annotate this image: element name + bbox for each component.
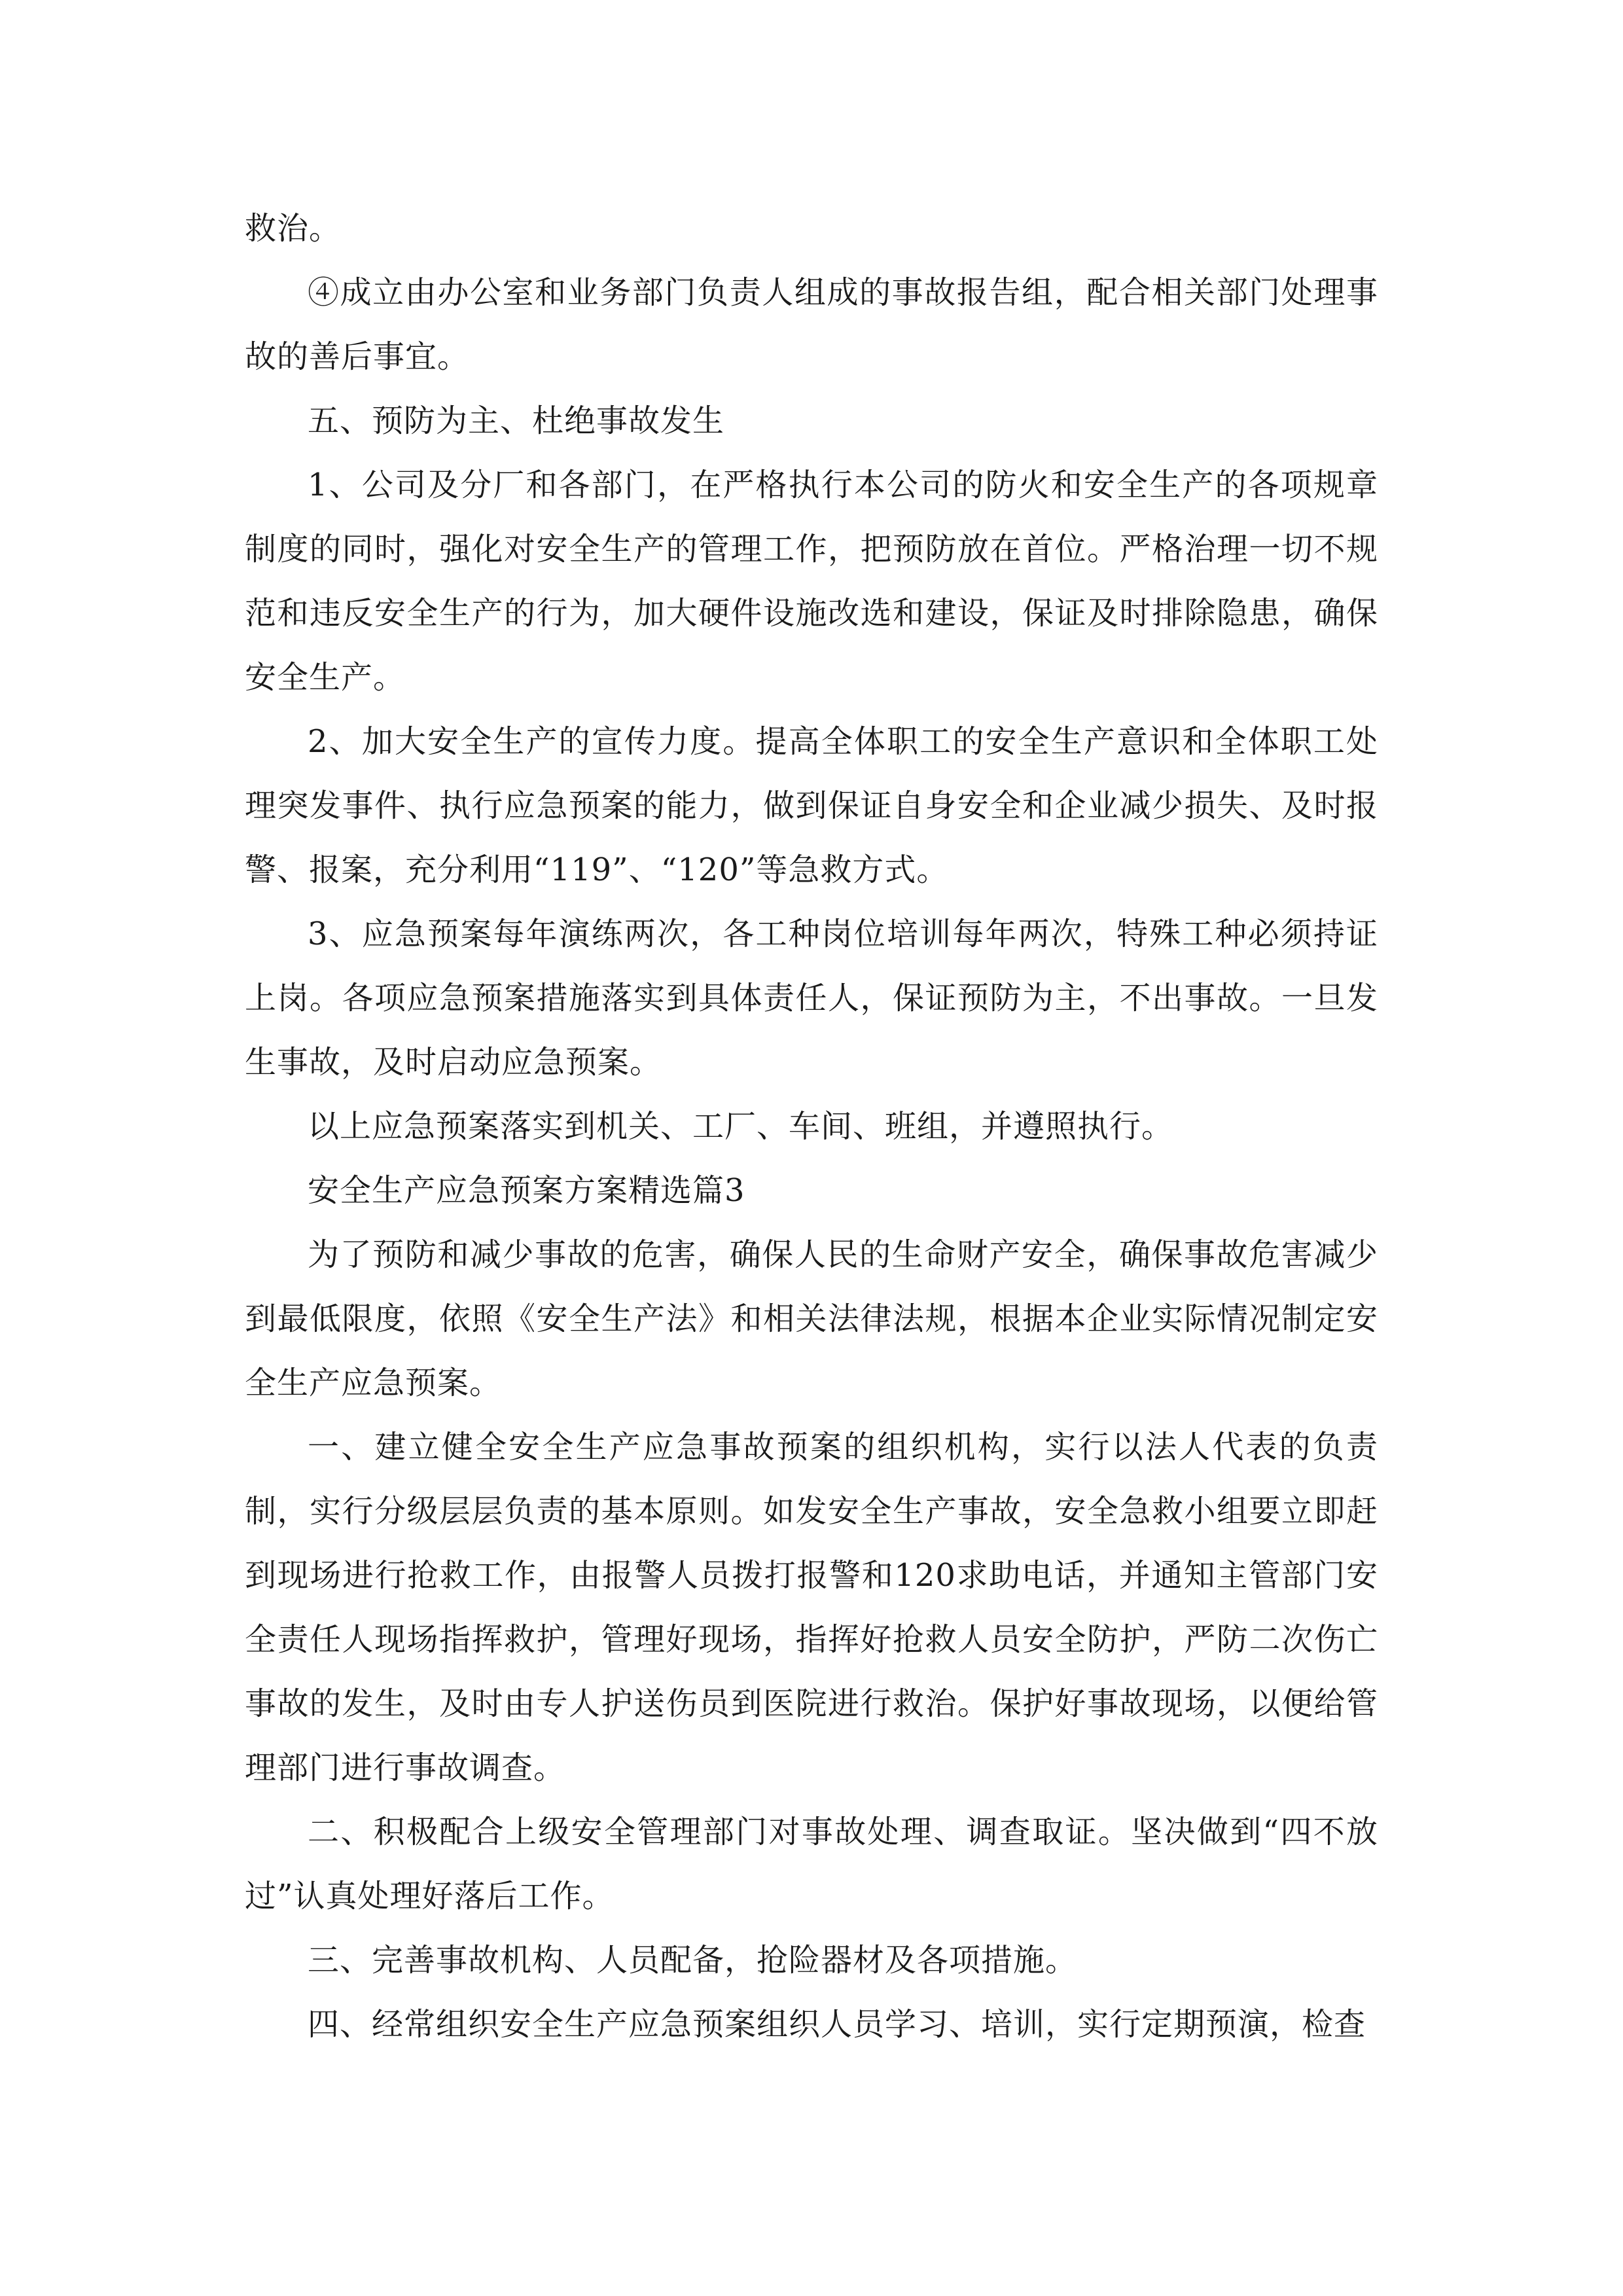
paragraph: 救治。: [245, 210, 342, 247]
paragraph: 三、完善事故机构、人员配备，抢险器材及各项措施。: [308, 1942, 1078, 1979]
paragraph: 3、应急预案每年演练两次，各工种岗位培训每年两次，特殊工种必须持证上岗。各项应急预案措施落实到具体责任人，保证预防为主，不出事故。一旦发生事故，及时启动应急预案。: [245, 916, 1378, 1081]
document-body: [245, 196, 1378, 2056]
paragraph: 以上应急预案落实到机关、工厂、车间、班组，并遵照执行。: [308, 1108, 1174, 1145]
paragraph: 1、公司及分厂和各部门，在严格执行本公司的防火和安全生产的各项规章制度的同时，强化对安全生产的管理工作，把预防放在首位。严格治理一切不规范和违反安全生产的行为，加大硬件设施改选和建设，保证及时排除隐患，确保安全生产。: [245, 467, 1378, 696]
section-heading: 五、预防为主、杜绝事故发生: [308, 403, 725, 439]
paragraph: 二、积极配合上级安全管理部门对事故处理、调查取证。坚决做到“四不放过”认真处理好落后工作。: [245, 1814, 1378, 1914]
paragraph: ④成立由办公室和业务部门负责人组成的事故报告组，配合相关部门处理事故的善后事宜。: [245, 274, 1378, 375]
paragraph: 一、建立健全安全生产应急事故预案的组织机构，实行以法人代表的负责制，实行分级层层负责的基本原则。如发安全生产事故，安全急救小组要立即赶到现场进行抢救工作，由报警人员拨打报警和120求助电话，并通知主管部门安全责任人现场指挥救护，管理好现场，指挥好抢救人员安全防护，严防二次伤亡事故的发生，及时由专人护送伤员到医院进行救治。保护好事故现场，以便给管理部门进行事故调查。: [245, 1429, 1378, 1786]
article-title: 安全生产应急预案方案精选篇3: [308, 1172, 745, 1209]
paragraph: 四、经常组织安全生产应急预案组织人员学习、培训，实行定期预演，检查: [308, 2006, 1366, 2043]
paragraph: 2、加大安全生产的宣传力度。提高全体职工的安全生产意识和全体职工处理突发事件、执行应急预案的能力，做到保证自身安全和企业减少损失、及时报警、报案，充分利用“119”、“120”等急救方式。: [245, 723, 1378, 888]
paragraph: 为了预防和减少事故的危害，确保人民的生命财产安全，确保事故危害减少到最低限度，依照《安全生产法》和相关法律法规，根据本企业实际情况制定安全生产应急预案。: [245, 1236, 1378, 1401]
